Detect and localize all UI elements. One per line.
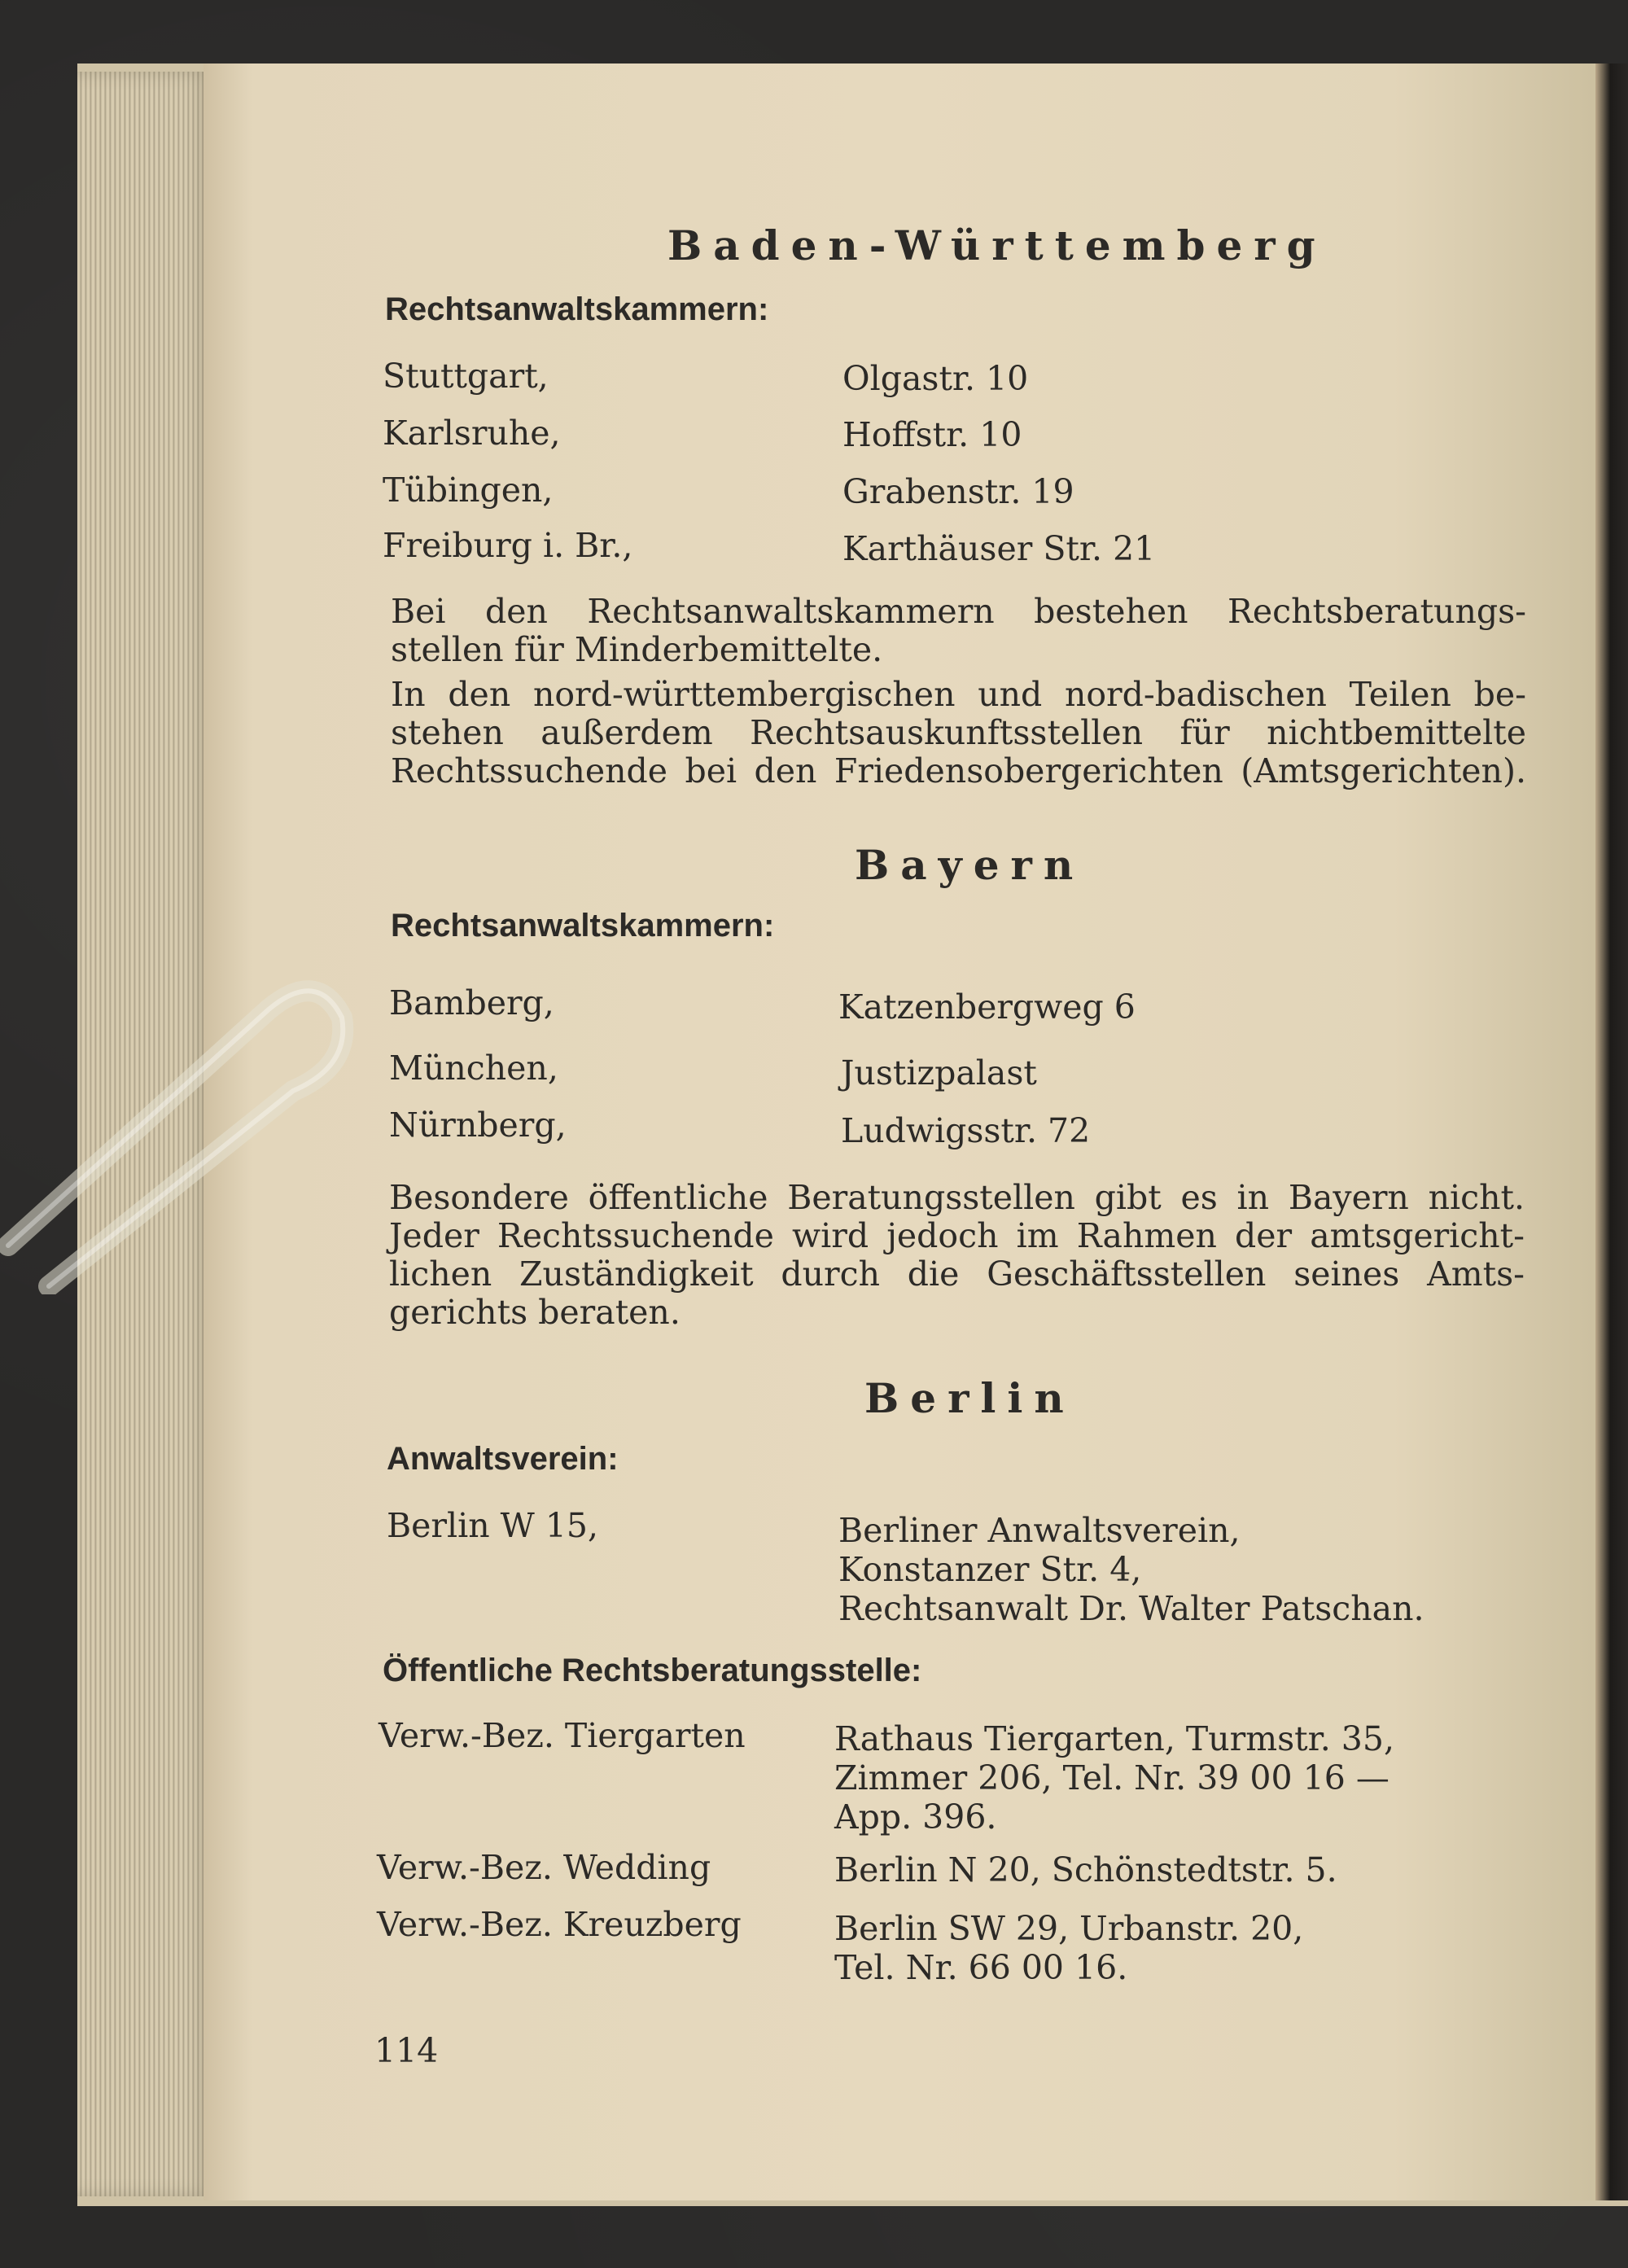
address: Olgastr. 10 xyxy=(842,359,1029,398)
paperclip-icon xyxy=(0,952,358,1294)
city: Tübingen, xyxy=(383,471,554,510)
paragraph xyxy=(389,1179,1525,1332)
text-line: Bei den Rechtsanwaltskammern bestehen Rechtsberatungs- xyxy=(391,592,1526,631)
address: Rechtsanwalt Dr. Walter Patschan. xyxy=(838,1589,1424,1628)
address: Tel. Nr. 66 00 16. xyxy=(834,1948,1128,1987)
text-line: Jeder Rechtssuchende wird jedoch im Rahmen der amtsgericht- xyxy=(389,1216,1525,1255)
city: München, xyxy=(389,1049,558,1088)
book-spine xyxy=(1595,63,1628,2200)
address: Ludwigsstr. 72 xyxy=(841,1111,1091,1150)
city: Berlin W 15, xyxy=(387,1506,599,1545)
text-line: stellen für Minderbemittelte. xyxy=(391,630,883,669)
district: Verw.-Bez. Kreuzberg xyxy=(377,1905,742,1944)
text-line: In den nord-württembergischen und nord-badischen Teilen be- xyxy=(391,675,1526,714)
address: App. 396. xyxy=(834,1797,997,1837)
city: Karlsruhe, xyxy=(383,414,561,453)
subtitle-rechtsanwaltskammern: Rechtsanwaltskammern: xyxy=(385,291,769,327)
address: Rathaus Tiergarten, Turmstr. 35, xyxy=(834,1719,1394,1758)
address: Justizpalast xyxy=(841,1053,1037,1092)
page-number: 114 xyxy=(374,2031,439,2070)
city: Bamberg, xyxy=(389,983,554,1022)
address: Katzenbergweg 6 xyxy=(838,987,1136,1027)
text-line: Rechtssuchende bei den Friedensobergerichten (Amtsgerichten). xyxy=(391,751,1526,790)
text-line: Besondere öffentliche Beratungsstellen gibt es in Bayern nicht. xyxy=(389,1178,1525,1217)
text-line: stehen außerdem Rechtsauskunftsstellen für nichtbemittelte xyxy=(391,713,1526,752)
address: Berlin N 20, Schönstedtstr. 5. xyxy=(834,1850,1337,1889)
address: Zimmer 206, Tel. Nr. 39 00 16 — xyxy=(834,1758,1389,1797)
address: Karthäuser Str. 21 xyxy=(842,529,1156,568)
address: Konstanzer Str. 4, xyxy=(838,1550,1142,1589)
address: Berliner Anwaltsverein, xyxy=(838,1511,1241,1550)
subtitle-rechtsanwaltskammern: Rechtsanwaltskammern: xyxy=(391,908,775,944)
subtitle-rechtsberatungsstelle: Öffentliche Rechtsberatungsstelle: xyxy=(383,1653,922,1688)
city: Stuttgart, xyxy=(383,357,549,396)
district: Verw.-Bez. Wedding xyxy=(377,1848,711,1887)
text-line: lichen Zuständigkeit durch die Geschäftsstellen seines Amts- xyxy=(389,1254,1525,1294)
city: Freiburg i. Br., xyxy=(383,526,633,565)
city: Nürnberg, xyxy=(389,1106,567,1145)
paragraph xyxy=(391,676,1526,790)
section-title-bayern: Bayern xyxy=(855,841,1085,889)
subtitle-anwaltsverein: Anwaltsverein: xyxy=(387,1441,619,1477)
address: Hoffstr. 10 xyxy=(842,415,1022,454)
district: Verw.-Bez. Tiergarten xyxy=(379,1716,746,1755)
section-title-baden-wuerttemberg: Baden-Württemberg xyxy=(667,221,1327,269)
address: Grabenstr. 19 xyxy=(842,472,1074,511)
address: Berlin SW 29, Urbanstr. 20, xyxy=(834,1909,1304,1948)
section-title-berlin: Berlin xyxy=(864,1374,1075,1422)
text-line: gerichts beraten. xyxy=(389,1293,681,1332)
paragraph xyxy=(391,593,1526,669)
